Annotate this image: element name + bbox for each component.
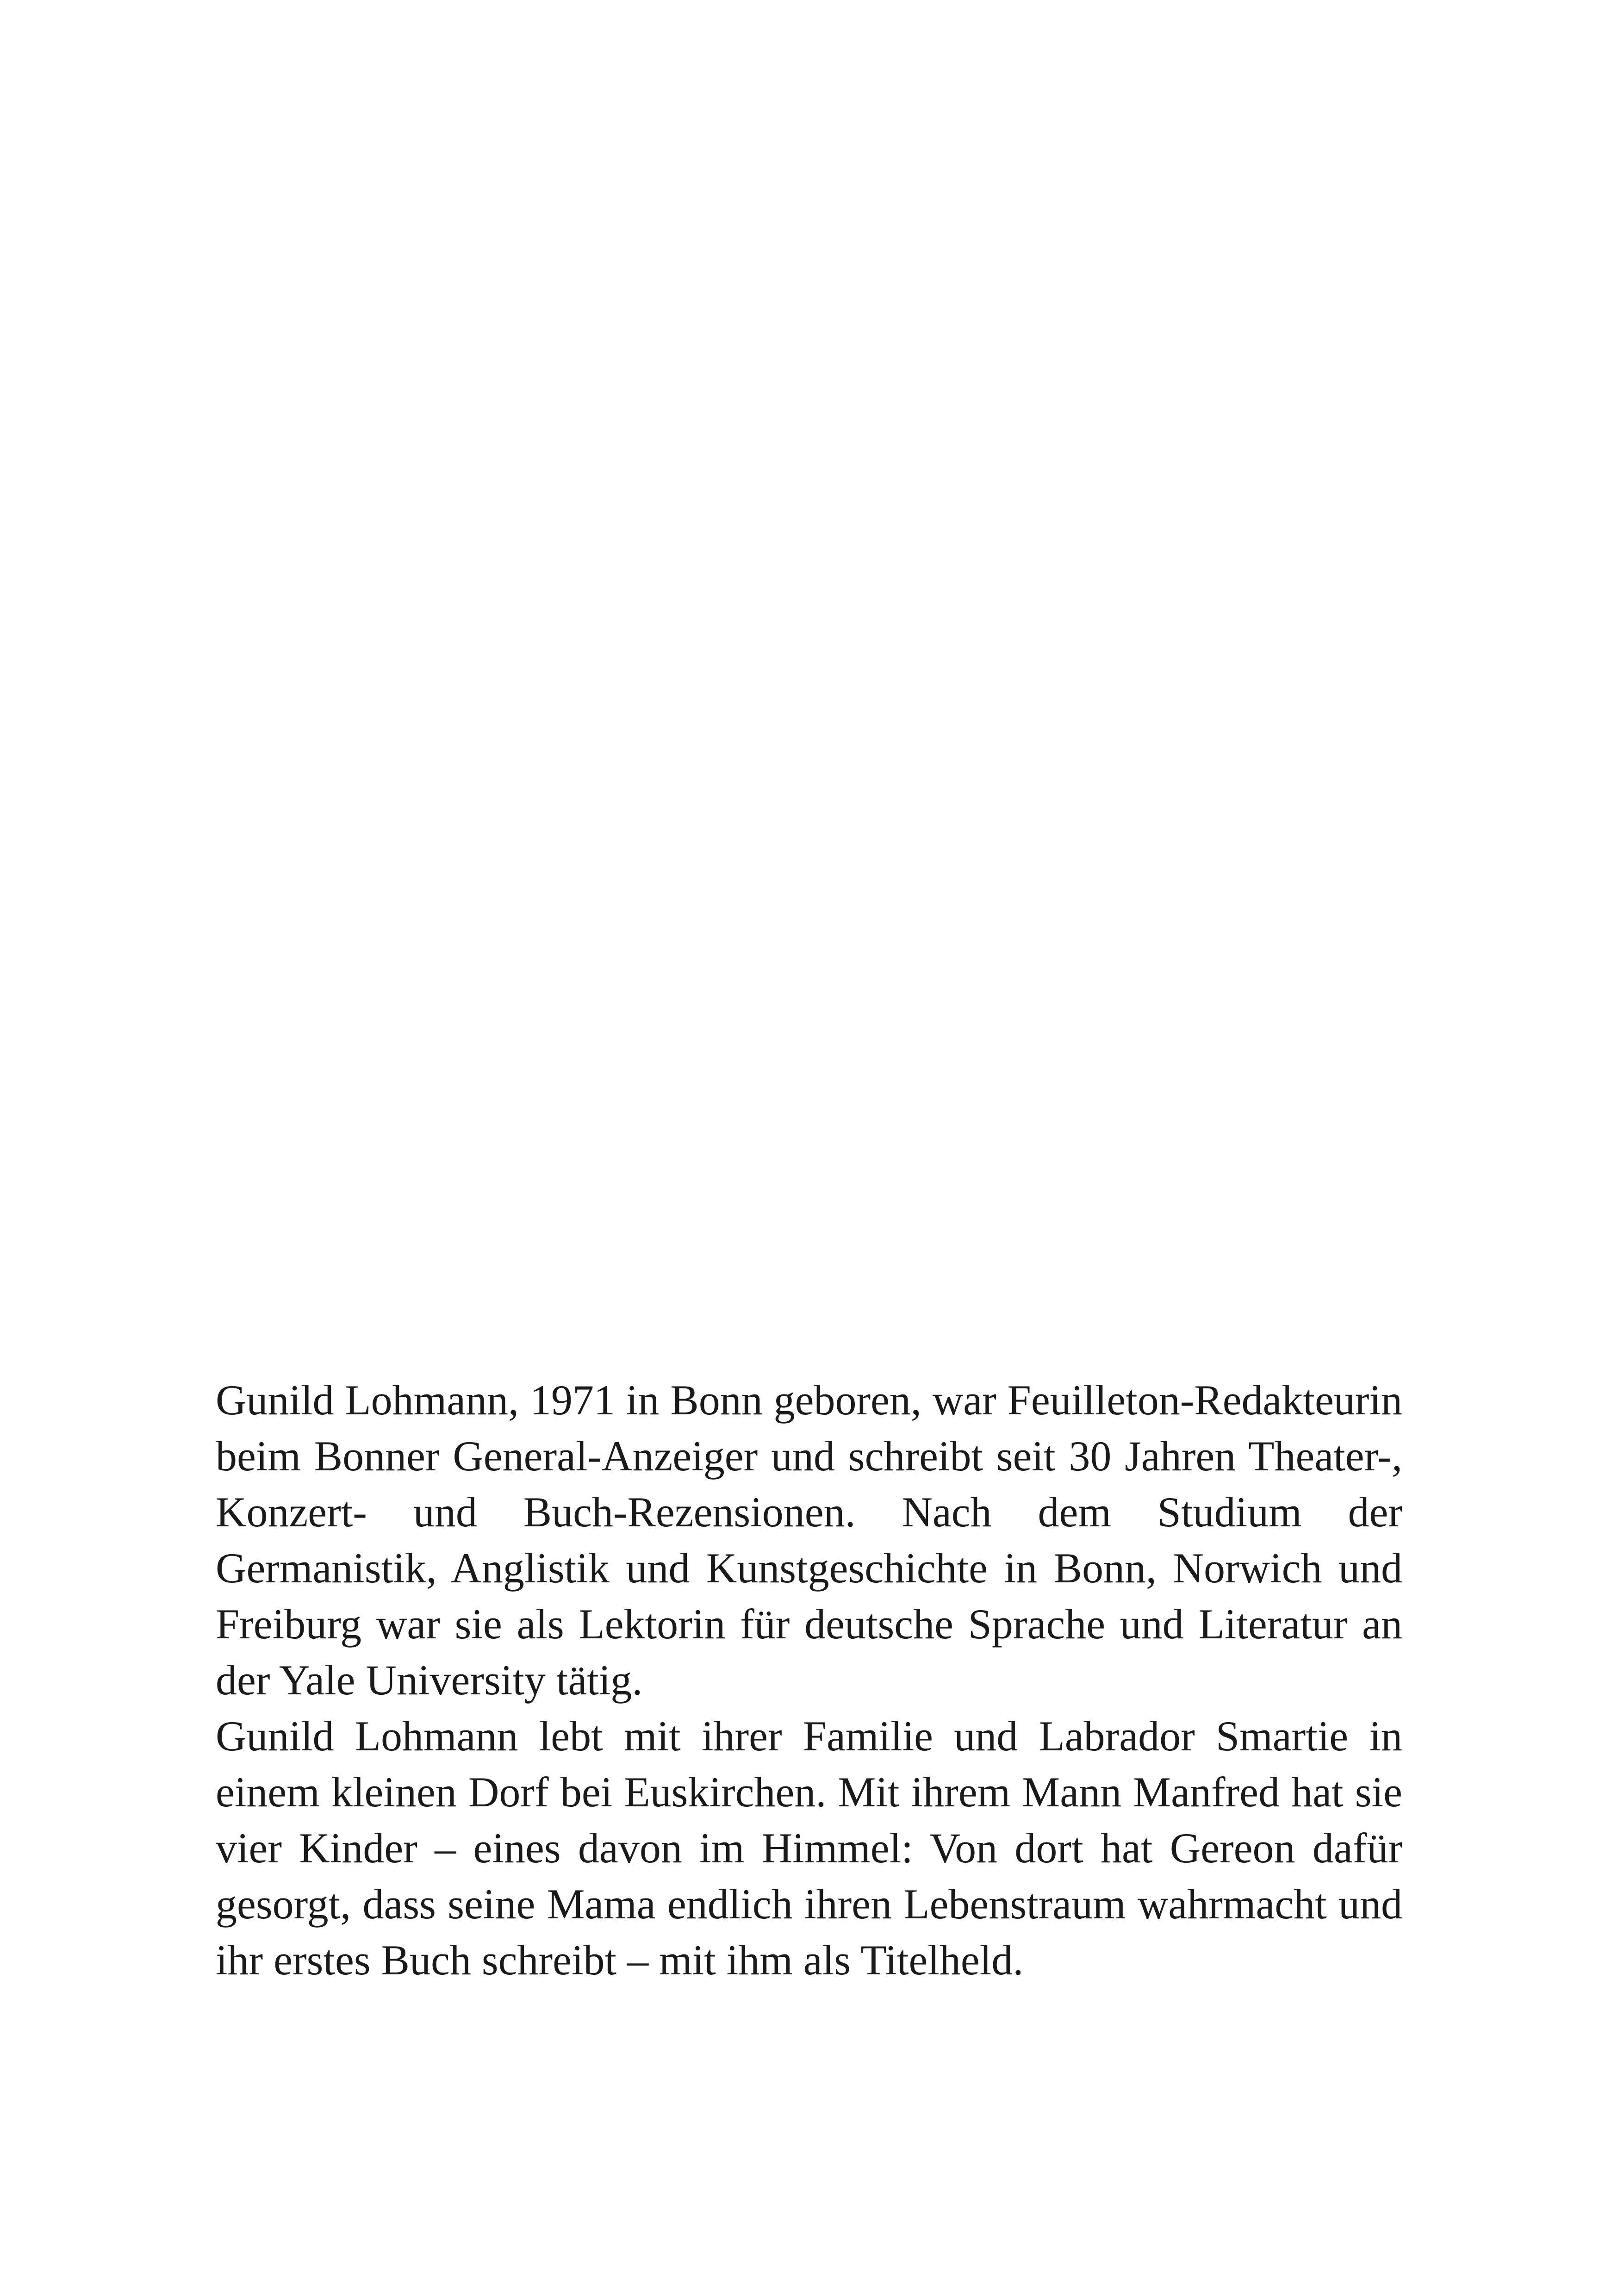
bio-paragraph-1: Gunild Lohmann, 1971 in Bonn geboren, war Feuilleton-Redakteurin beim Bonner General-Anzeiger und schreibt seit 30 Jahren Theater-, Konzert- und Buch-Rezensionen. Nach dem Studium der Germanistik, Anglistik und Kunstgeschichte in Bonn, Norwich und Freiburg war sie als Lektorin für deutsche Sprache und Literatur an der Yale University tätig. — [216, 1376, 1402, 1704]
author-bio — [216, 1372, 1402, 1988]
bio-paragraph-2: Gunild Lohmann lebt mit ihrer Familie und Labrador Smartie in einem kleinen Dorf bei Euskirchen. Mit ihrem Mann Manfred hat sie vier Kinder – eines davon im Himmel: Von dort hat Gereon dafür gesorgt, dass seine Mama endlich ihren Lebenstraum wahrmacht und ihr erstes Buch schreibt – mit ihm als Titelheld. — [216, 1712, 1402, 1984]
